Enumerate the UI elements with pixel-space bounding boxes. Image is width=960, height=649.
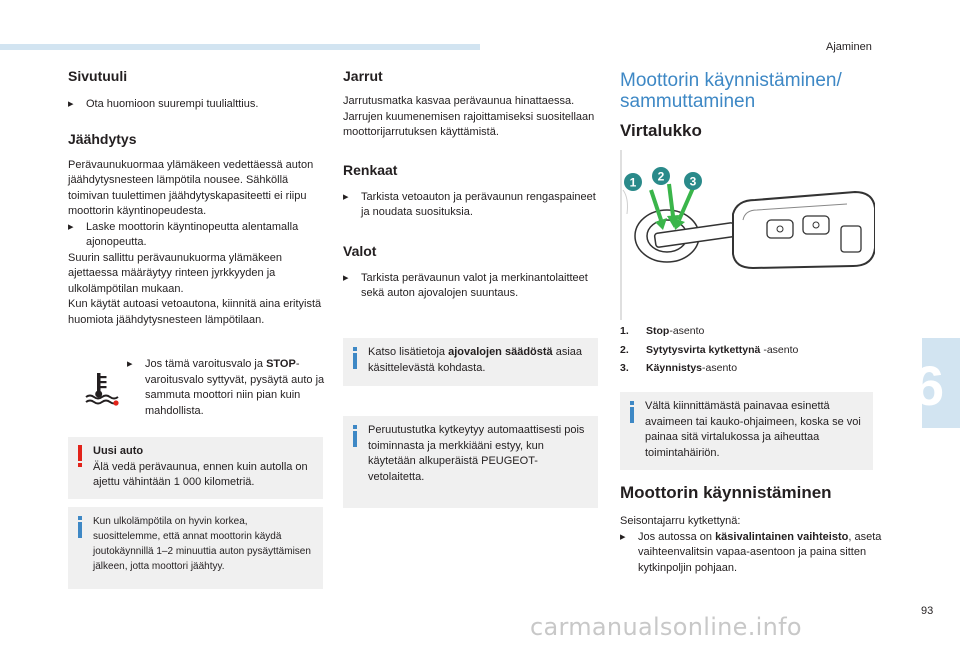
note-hot-weather-text: Kun ulkolämpötila on hyvin korkea, suosittelemme, että annat moottorin käydä joutokäynnillä 1–2 minuuttia auton pysäyttämisen jälkeen, jotta moottori jäähtyy. xyxy=(93,516,311,572)
note-headlamp-text: Katso lisätietoja ajovalojen säädöstä asiaa käsittelevästä kohdasta. xyxy=(368,346,583,374)
position-item: 2. Sytytysvirta kytkettynä -asento xyxy=(620,343,799,356)
warning-stop: STOP xyxy=(266,358,296,370)
heading-renkaat: Renkaat xyxy=(343,161,398,178)
bullet-text: Tarkista vetoauton ja perävaunun rengaspaineet ja noudata suosituksia. xyxy=(361,190,596,218)
ignition-key-illustration xyxy=(615,150,875,325)
note-new-car-text: Älä vedä perävaunua, ennen kuin autolla on ajettu vähintään 1 000 kilometriä. xyxy=(93,460,308,488)
starting-section xyxy=(620,482,882,576)
bullet-text: Tarkista perävaunun valot ja merkinantolaitteet sekä auton ajovalojen suuntaus. xyxy=(361,271,588,299)
warning-mark-icon xyxy=(77,445,83,467)
bullet-marker-icon: ▸ xyxy=(343,271,349,284)
column-2 xyxy=(343,67,598,302)
note-parking-text: Peruutustutka kytkeytyy automaattisesti pois toiminnasta ja merkkiääni estyy, kun käytetään alkuperäistä PEUGEOT-vetolaitetta. xyxy=(368,424,585,483)
para-jarrut: Jarrutusmatka kasvaa perävaunua hinattaessa. Jarrujen kuumenemisen rajoittamiseksi suositellaan moottorijarrutuksen käyttämistä. xyxy=(343,95,595,138)
bullet-marker-icon: ▸ xyxy=(343,190,349,203)
heading-jarrut: Jarrut xyxy=(343,68,383,84)
coolant-temperature-warning-icon xyxy=(82,370,122,406)
bullet-sivutuuli xyxy=(68,97,323,113)
note-new-car-title: Uusi auto xyxy=(93,445,144,457)
note-headlamp-adjustment xyxy=(343,338,598,386)
section-label: Ajaminen xyxy=(826,41,872,53)
heading-sivutuuli: Sivutuuli xyxy=(68,68,128,84)
watermark: carmanualsonline.info xyxy=(530,613,802,641)
bullet-valot xyxy=(343,271,598,302)
info-mark-icon xyxy=(352,425,358,443)
main-title: Moottorin käynnistäminen/ sammuttaminen xyxy=(620,70,842,112)
bullet-renkaat xyxy=(343,190,598,221)
header-bar xyxy=(0,44,480,50)
position-item: 3. Käynnistys-asento xyxy=(620,362,738,374)
column-3 xyxy=(620,70,882,142)
heading-virtalukko: Virtalukko xyxy=(620,121,702,140)
bullet-marker-icon: ▸ xyxy=(68,220,74,233)
para-jaahdytys-1: Perävaunukuormaa ylämäkeen vedettäessä auton jäähdytysnesteen lämpötila nousee. Sähköllä toimivan tuulettimen jäähdytyskapasiteetti ei riipu moottorin käyntinopeudesta. xyxy=(68,158,314,217)
bullet-marker-icon: ▸ xyxy=(620,530,626,543)
bullet-jaahdytys xyxy=(68,220,323,251)
info-mark-icon xyxy=(629,401,635,419)
note-key-weight-text: Vältä kiinnittämästä painavaa esinettä avaimeen tai kauko-ohjaimeen, koska se voi painaa sitä virtalukossa ja aiheuttaa toimintahäiriön. xyxy=(645,400,861,459)
ignition-positions-list xyxy=(620,324,882,380)
bullet-manual-gearbox: ▸ Jos autossa on käsivalintainen vaihteisto, aseta vaihteenvalitsin vapaa-asentoon ja paina sitten kytkinpoljin pohjaan. xyxy=(620,530,882,574)
note-hot-weather xyxy=(68,507,323,589)
heading-jaahdytys: Jäähdytys xyxy=(68,130,137,147)
column-1 xyxy=(68,67,323,328)
position-item: 1. Stop-asento xyxy=(620,325,705,337)
info-mark-icon xyxy=(352,347,358,365)
warning-post: -varoitusvalo syttyvät, pysäytä auto ja sammuta moottori niin pian kuin mahdollista. xyxy=(145,358,325,417)
para-seisontajarru: Seisontajarru kytkettynä: xyxy=(620,515,741,527)
bullet-marker-icon: ▸ xyxy=(68,98,74,110)
para-jaahdytys-3: Kun käytät autoasi vetoautona, kiinnitä aina erityistä huomiota jäähdytysnesteen lämpötilaan. xyxy=(68,298,322,326)
note-new-car xyxy=(68,437,323,499)
bullet-text: Laske moottorin käyntinopeutta alentamalla ajonopeutta. xyxy=(86,220,299,248)
callout-1: 1 xyxy=(629,175,637,190)
warning-pre: Jos tämä varoitusvalo ja xyxy=(145,358,267,370)
callout-3: 3 xyxy=(689,174,697,189)
chapter-number: 6 xyxy=(913,354,945,417)
bullet-marker-icon: ▸ xyxy=(127,358,133,370)
heading-valot: Valot xyxy=(343,242,377,259)
heading-moottorin-kaynnistaminen: Moottorin käynnistäminen xyxy=(620,483,832,502)
bullet-text: Ota huomioon suurempi tuulialttius. xyxy=(86,98,259,110)
page-number: 93 xyxy=(921,605,934,617)
note-key-weight xyxy=(620,392,873,470)
note-parking-sensors xyxy=(343,416,598,508)
callout-2: 2 xyxy=(657,169,665,184)
info-mark-icon xyxy=(77,516,83,534)
para-jaahdytys-2: Suurin sallittu perävaunukuorma ylämäkeen ajettaessa määräytyy rinteen jyrkkyyden ja ulkolämpötilan mukaan. xyxy=(68,251,283,295)
warning-light-instruction xyxy=(127,357,341,419)
